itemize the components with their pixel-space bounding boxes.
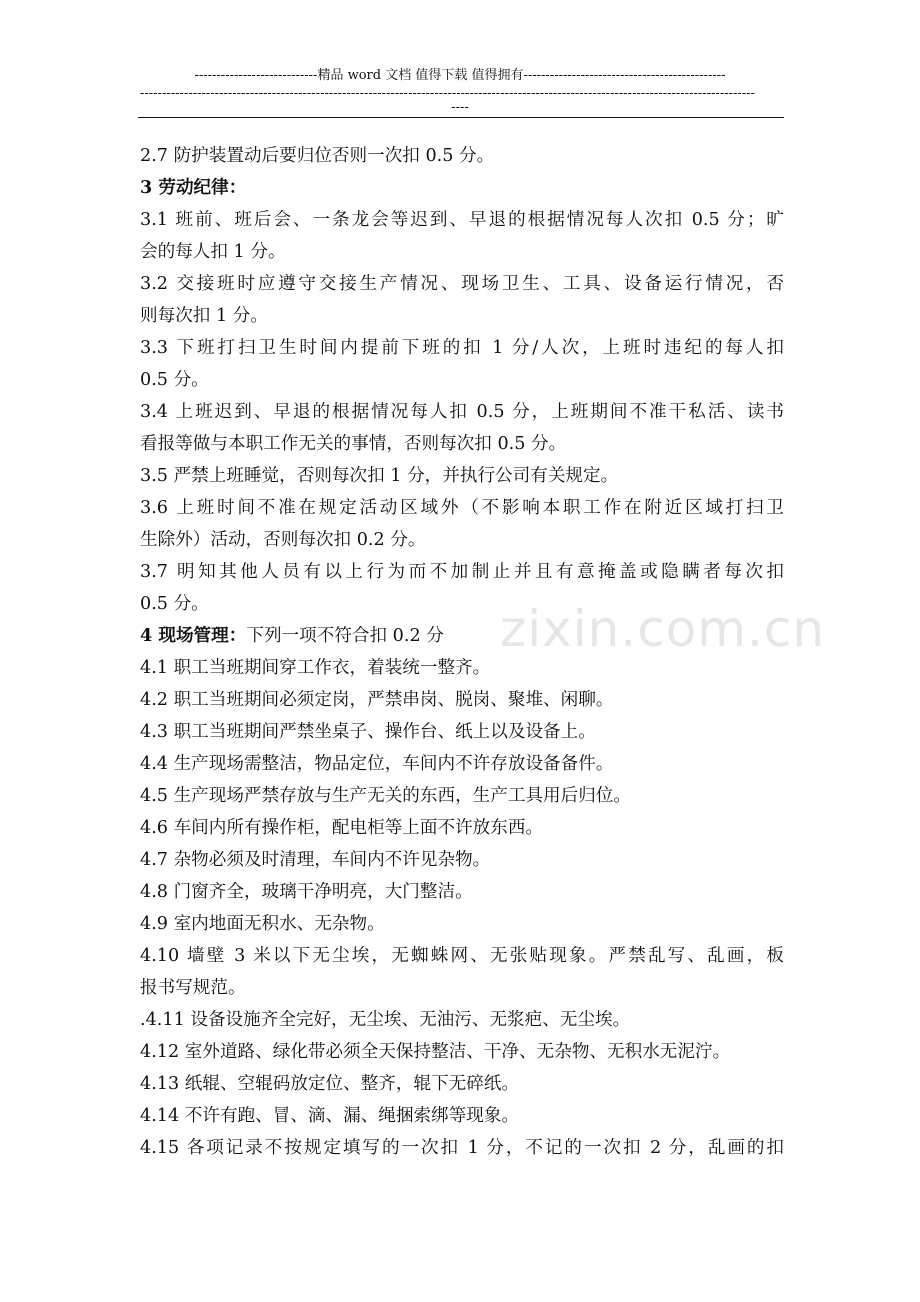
document-line xyxy=(140,332,784,364)
document-line xyxy=(140,684,784,716)
document-line xyxy=(140,172,784,204)
line-text: 4.4 生产现场需整洁，物品定位，车间内不许存放设备备件。 xyxy=(140,754,614,774)
line-text: 4.14 不许有跑、冒、滴、漏、绳捆索绑等现象。 xyxy=(140,1106,520,1126)
document-line xyxy=(140,652,784,684)
document-line xyxy=(140,300,784,332)
document-line xyxy=(140,1004,784,1036)
line-text: 4.9 室内地面无积水、无杂物。 xyxy=(140,914,385,934)
line-text: 3.6 上班时间不准在规定活动区域外（不影响本职工作在附近区域打扫卫 xyxy=(140,498,784,518)
document-line xyxy=(140,908,784,940)
header-dash-line: -------------------------------------------------------------------------------------------------------------------------------------------- xyxy=(140,86,755,101)
document-line xyxy=(140,204,784,236)
line-text: 4.3 职工当班期间严禁坐桌子、操作台、纸上以及设备上。 xyxy=(140,722,596,742)
line-text: 2.7 防护装置动后要归位否则一次扣 0.5 分。 xyxy=(140,146,495,166)
line-text: .4.11 设备设施齐全完好，无尘埃、无油污、无浆疤、无尘埃。 xyxy=(140,1010,631,1030)
document-line xyxy=(140,876,784,908)
line-text: 看报等做与本职工作无关的事情，否则每次扣 0.5 分。 xyxy=(140,434,567,454)
document-line xyxy=(140,428,784,460)
document-line xyxy=(140,844,784,876)
line-text: 0.5 分。 xyxy=(140,594,209,614)
document-line xyxy=(140,556,784,588)
document-line xyxy=(140,460,784,492)
document-line xyxy=(140,524,784,556)
header-rule xyxy=(138,117,784,118)
line-text: 报书写规范。 xyxy=(140,978,246,998)
document-line xyxy=(140,140,784,172)
document-line xyxy=(140,364,784,396)
document-line xyxy=(140,620,784,652)
document-line xyxy=(140,492,784,524)
line-text: 3.1 班前、班后会、一条龙会等迟到、早退的根据情况每人次扣 0.5 分；旷 xyxy=(140,210,784,230)
document-line xyxy=(140,972,784,1004)
line-text: 3.4 上班迟到、早退的根据情况每人扣 0.5 分，上班期间不准干私活、读书 xyxy=(140,402,784,422)
line-text: 0.5 分。 xyxy=(140,370,209,390)
document-line xyxy=(140,1036,784,1068)
document-line xyxy=(140,1100,784,1132)
document-line xyxy=(140,780,784,812)
document-line xyxy=(140,1068,784,1100)
document-line xyxy=(140,716,784,748)
line-text: 4.2 职工当班期间必须定岗，严禁串岗、脱岗、聚堆、闲聊。 xyxy=(140,690,614,710)
line-text: 4.12 室外道路、绿化带必须全天保持整洁、干净、无杂物、无积水无泥泞。 xyxy=(140,1042,731,1062)
document-line xyxy=(140,1132,784,1164)
line-text: 3.7 明知其他人员有以上行为而不加制止并且有意掩盖或隐瞒者每次扣 xyxy=(140,562,784,582)
document-line xyxy=(140,812,784,844)
line-text: 4.13 纸辊、空辊码放定位、整齐，辊下无碎纸。 xyxy=(140,1074,520,1094)
line-text: 3.5 严禁上班睡觉，否则每次扣 1 分，并执行公司有关规定。 xyxy=(140,466,619,486)
line-text: 会的每人扣 1 分。 xyxy=(140,242,286,262)
header-banner: ----------------------------精品 word 文档 值得下载 值得拥有---------------------------------------------- xyxy=(194,68,726,83)
document-line xyxy=(140,588,784,620)
document-line xyxy=(140,396,784,428)
document-body xyxy=(140,140,784,1164)
line-text: 3.2 交接班时应遵守交接生产情况、现场卫生、工具、设备运行情况，否 xyxy=(140,274,784,294)
line-text: 4.15 各项记录不按规定填写的一次扣 1 分，不记的一次扣 2 分，乱画的扣 xyxy=(140,1138,784,1158)
section-heading: 3 劳动纪律： xyxy=(140,177,247,198)
line-text: 3.3 下班打扫卫生时间内提前下班的扣 1 分/人次，上班时违纪的每人扣 xyxy=(140,338,784,358)
document-line xyxy=(140,236,784,268)
line-text: 4.1 职工当班期间穿工作衣，着装统一整齐。 xyxy=(140,658,491,678)
line-text: 下列一项不符合扣 0.2 分 xyxy=(246,626,444,646)
line-text: 则每次扣 1 分。 xyxy=(140,306,268,326)
line-text: 生除外）活动，否则每次扣 0.2 分。 xyxy=(140,530,426,550)
line-text: 4.10 墙壁 3 米以下无尘埃，无蜘蛛网、无张贴现象。严禁乱写、乱画，板 xyxy=(140,946,784,966)
section-heading: 4 现场管理： xyxy=(140,625,247,646)
document-line xyxy=(140,940,784,972)
line-text: 4.8 门窗齐全，玻璃干净明亮，大门整洁。 xyxy=(140,882,473,902)
line-text: 4.6 车间内所有操作柜，配电柜等上面不许放东西。 xyxy=(140,818,544,838)
header-dash-tail: ---- xyxy=(451,100,469,115)
document-line xyxy=(140,748,784,780)
line-text: 4.5 生产现场严禁存放与生产无关的东西，生产工具用后归位。 xyxy=(140,786,632,806)
line-text: 4.7 杂物必须及时清理，车间内不许见杂物。 xyxy=(140,850,491,870)
document-line xyxy=(140,268,784,300)
watermark: zixin.com.cn xyxy=(500,600,826,658)
